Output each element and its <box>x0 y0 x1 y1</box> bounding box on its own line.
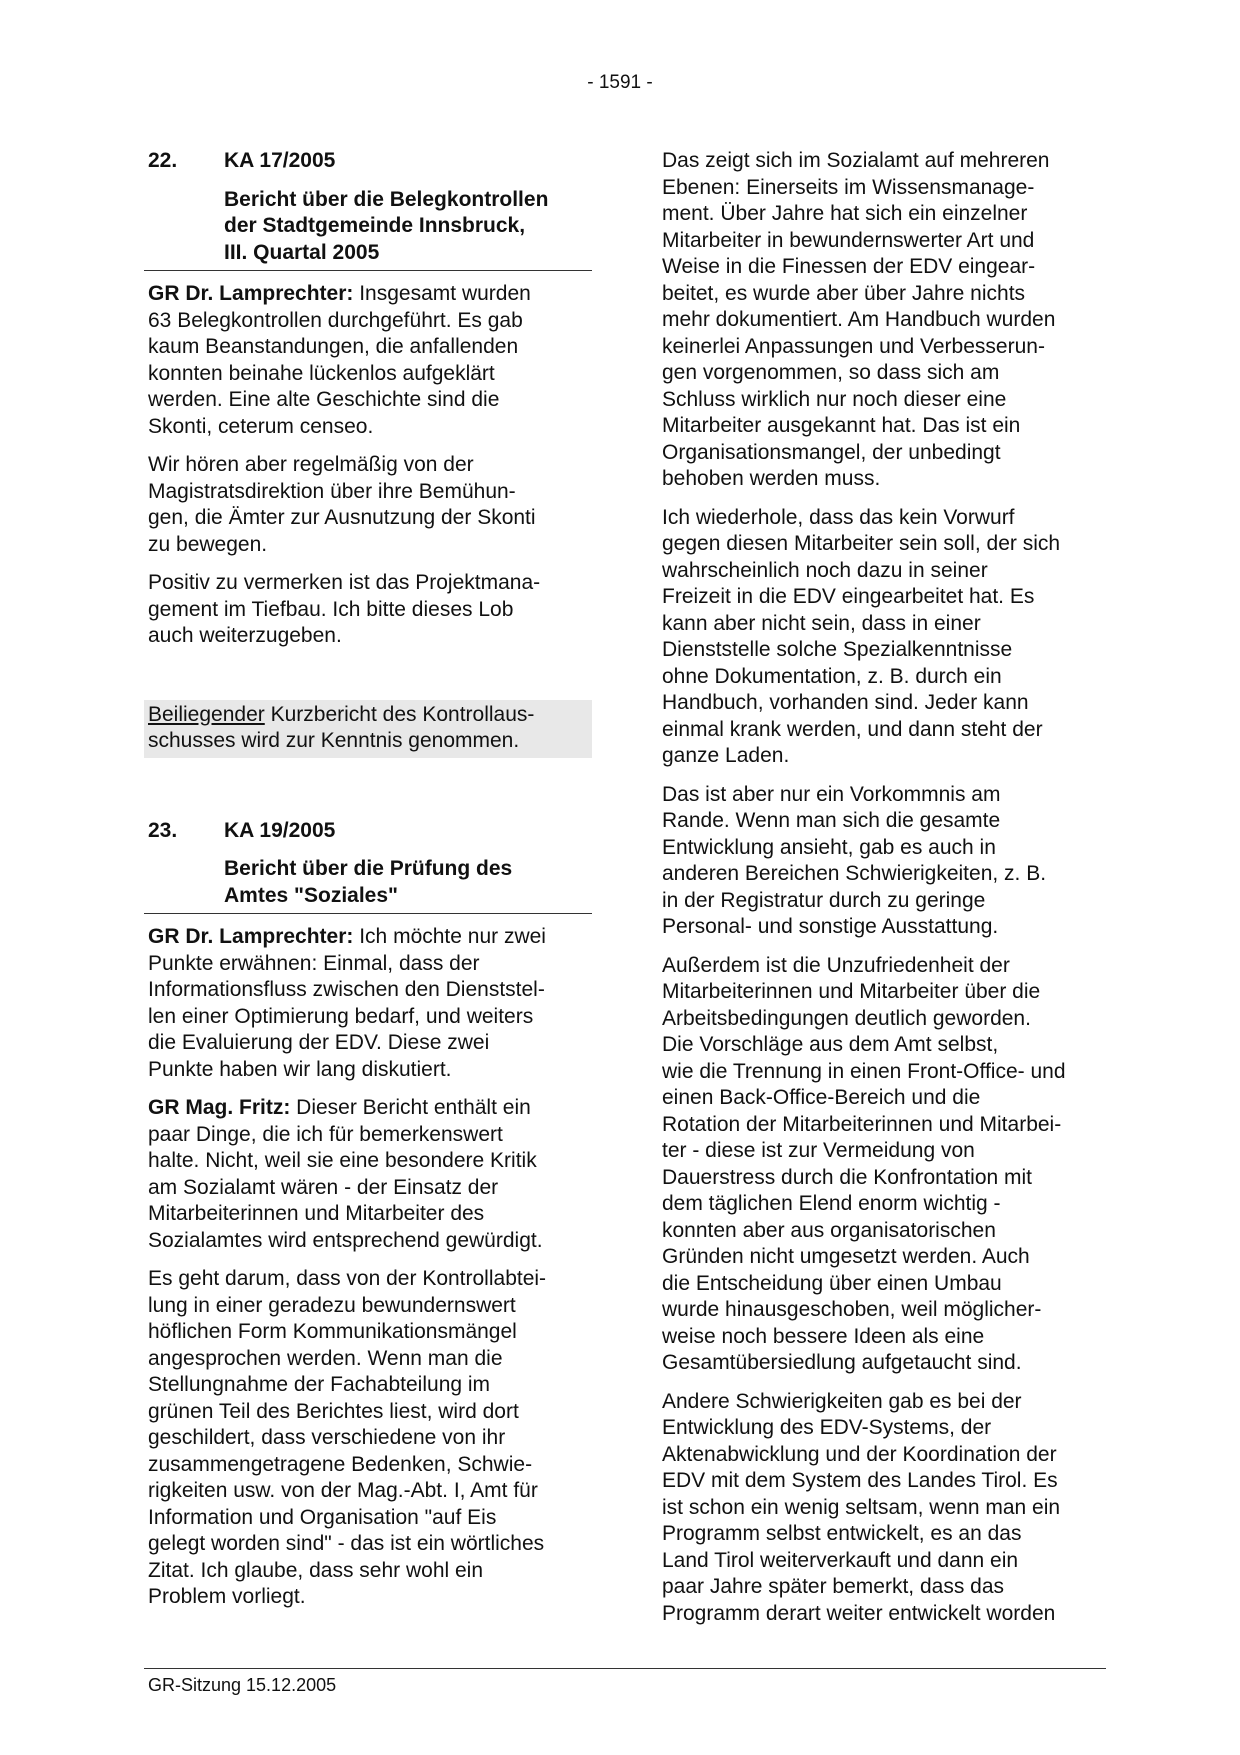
footer-session-date: GR-Sitzung 15.12.2005 <box>148 1675 337 1695</box>
paragraph: Positiv zu vermerken ist das Projektmana- gement im Tiefbau. Ich bitte dieses Lob auch weiterzugeben. <box>148 571 541 647</box>
paragraph <box>148 1095 592 1254</box>
paragraph: Es geht darum, dass von der Kontrollabtei- lung in einer geradezu bewundernswert höflichen Form Kommunikationsmängel angesprochen werden. Wenn man die Stellungnahme der Fachabteilung im grünen Teil des Berichtes liest, wird dort geschildert, dass verschiedene von ihr zusammengetragene Bedenken, Schwie- rigkeiten usw. von der Mag.-Abt. I, Amt für Information und Organisation "auf Eis gelegt worden sind" - das ist ein wörtliches Zitat. Ich glaube, dass sehr wohl ein Problem vorliegt. <box>148 1267 547 1608</box>
decision-text: Kurzbericht des Kontrollaus- schusses wird zur Kenntnis genommen. <box>148 702 535 752</box>
paragraph: Andere Schwierigkeiten gab es bei der Entwicklung des EDV-Systems, der Aktenabwicklung und der Koordination der EDV mit dem System des Landes Tirol. Es ist schon ein wenig seltsam, wenn man ein Programm selbst entwickelt, es an das Land Tirol weiterverkauft und dann ein paar Jahre später bemerkt, dass das Programm derart weiter entwickelt worden <box>662 1389 1061 1625</box>
paragraph: Das ist aber nur ein Vorkommnis am Rande. Wenn man sich die gesamte Entwicklung ansieht, gab es auch in anderen Bereichen Schwierigkeiten, z. B. in der Registratur durch zu geringe Personal- und sonstige Ausstattung. <box>662 782 1047 938</box>
paragraph-text: Dieser Bericht enthält ein paar Dinge, die ich für bemerkenswert halte. Nicht, weil sie eine besondere Kritik am Sozialamt wären - der Einsatz der Mitarbeiterinnen und Mitarbeiter des Sozialamtes wird entsprechend gewürdigt. <box>148 1096 543 1252</box>
paragraph-text: Ich möchte nur zwei Punkte erwähnen: Einmal, dass der Informationsfluss zwischen den Dienststel- len einer Optimierung bedarf, und weiters die Evaluierung der EDV. Diese zwei Punkte haben wir lang diskutiert. <box>148 925 546 1081</box>
divider <box>144 913 592 914</box>
agenda-item-22-header <box>148 148 592 266</box>
item-reference: KA 19/2005 <box>224 818 336 842</box>
paragraph: Das zeigt sich im Sozialamt auf mehreren Ebenen: Einerseits im Wissensmanage- ment. Über Jahre hat sich ein einzelner Mitarbeiter in bewundernswerter Art und Weise in die Finessen der EDV eingear- beitet, es wurde aber über Jahre nichts mehr dokumentiert. Am Handbuch wurden keinerlei Anpassungen und Verbesserun- gen vorgenommen, so dass sich am Schluss wirklich nur noch dieser eine Mitarbeiter ausgekannt hat. Das ist ein Organisationsmangel, der unbedingt behoben werden muss. <box>662 149 1056 490</box>
paragraph-text: Insgesamt wurden 63 Belegkontrollen durchgeführt. Es gab kaum Beanstandungen, die anfallenden konnten beinahe lückenlos aufgeklärt werden. Eine alte Geschichte sind die Skonti, ceterum censeo. <box>148 282 531 438</box>
paragraph: Wir hören aber regelmäßig von der Magistratsdirektion über ihre Bemühun- gen, die Ämter zur Ausnutzung der Skonti zu bewegen. <box>148 453 536 556</box>
item-reference: KA 17/2005 <box>224 149 336 172</box>
decision-underlined-word: Beiliegender <box>148 702 265 726</box>
paragraph <box>148 281 592 440</box>
right-column <box>662 148 1102 1639</box>
speaker-name: GR Dr. Lamprechter: <box>148 925 354 948</box>
agenda-item-23-header <box>148 818 592 910</box>
paragraph <box>148 924 592 1083</box>
paragraph: Ich wiederhole, dass das kein Vorwurf gegen diesen Mitarbeiter sein soll, der sich wahrscheinlich noch dazu in seiner Freizeit in die EDV eingearbeitet hat. Es kann aber nicht sein, dass in einer Dienststelle solche Spezialkenntnisse ohne Dokumentation, z. B. durch ein Handbuch, vorhanden sind. Jeder kann einmal krank werden, und dann steht der ganze Laden. <box>662 505 1061 767</box>
paragraph: Außerdem ist die Unzufriedenheit der Mitarbeiterinnen und Mitarbeiter über die Arbeitsbedingungen deutlich geworden. Die Vorschläge aus dem Amt selbst, wie die Trennung in einen Front-Office- und einen Back-Office-Bereich und die Rotation der Mitarbeiterinnen und Mitarbei- ter - diese ist zur Vermeidung von Dauerstress durch die Konfrontation mit dem täglichen Elend enorm wichtig - konnten aber aus organisatorischen Gründen nicht umgesetzt werden. Auch die Entscheidung über einen Umbau wurde hinausgeschoben, weil möglicher- weise noch bessere Ideen als eine Gesamtübersiedlung aufgetaucht sind. <box>662 953 1066 1374</box>
item-title: Bericht über die Prüfung des Amtes "Soziales" <box>224 857 513 907</box>
decision-box <box>144 700 592 758</box>
item-number: 23. <box>148 818 178 842</box>
footer-divider <box>144 1668 1106 1669</box>
page-number: - 1591 - <box>587 72 653 93</box>
speaker-name: GR Mag. Fritz: <box>148 1096 291 1119</box>
left-column <box>148 148 592 1623</box>
speaker-name: GR Dr. Lamprechter: <box>148 282 354 305</box>
divider <box>144 270 592 271</box>
item-title: Bericht über die Belegkontrollen der Stadtgemeinde Innsbruck, III. Quartal 2005 <box>224 187 549 264</box>
item-number: 22. <box>148 149 178 172</box>
